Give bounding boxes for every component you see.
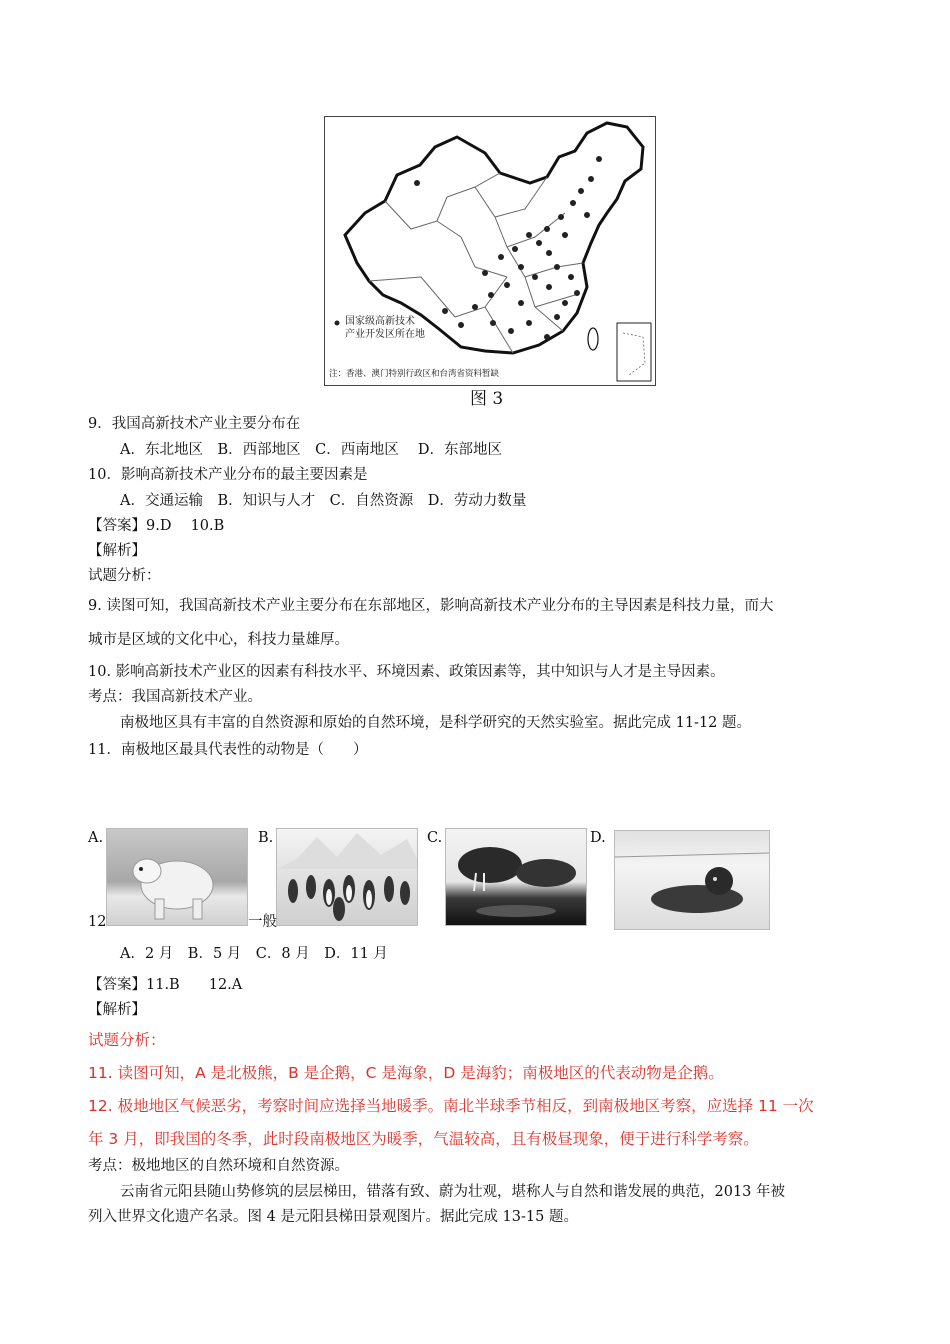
polar-bear-photo [106, 828, 248, 926]
explanation-12-line1: 12. 极地地区气候恶劣，考察时间应选择当地暖季。南北半球季节相反，到南极地区考察，应选择 11 一次 [88, 1097, 814, 1115]
question-11-stem: 11．南极地区最具代表性的动物是（ ） [88, 742, 368, 758]
option-c-label: C. [427, 830, 443, 846]
china-map-svg [325, 117, 655, 385]
walrus-icon [446, 829, 586, 925]
question-12-fragment: 12 [88, 914, 107, 930]
yunnan-intro-line1: 云南省元阳县随山势修筑的层层梯田，错落有致、蔚为壮观，堪称人与自然和谐发展的典范，2013 年被 [120, 1184, 786, 1200]
explanation-9-line2: 城市是区域的文化中心，科技力量雄厚。 [88, 632, 349, 648]
option-b-label: B. [258, 830, 274, 846]
question-10-stem: 10．影响高新技术产业分布的最主要因素是 [88, 467, 368, 483]
explanation-12-line2: 年 3 月，即我国的冬季，此时段南极地区为暖季，气温较高，且有极昼现象，便于进行科学考察。 [88, 1130, 759, 1148]
question-9-options: A．东北地区 B．西部地区 C．西南地区 D．东部地区 [120, 442, 502, 458]
kaodian-1: 考点：我国高新技术产业。 [88, 689, 262, 705]
penguin-photo [276, 828, 418, 926]
option-a-label: A. [88, 830, 104, 846]
polar-bear-icon [107, 829, 247, 925]
analysis-intro-1: 试题分析： [88, 568, 161, 584]
question-12-options: A．2 月 B．5 月 C．8 月 D．11 月 [120, 946, 388, 962]
explanation-9-line1: 9. 读图可知，我国高新技术产业主要分布在东部地区，影响高新技术产业分布的主导因素是科技力量，而大 [88, 598, 774, 614]
answer-9-10: 【答案】9.D 10.B [88, 518, 225, 534]
map-note: 注：香港、澳门特别行政区和台湾省资料暂缺 [329, 369, 500, 379]
analysis-intro-2: 试题分析： [88, 1031, 166, 1049]
seal-icon [615, 831, 769, 929]
kaodian-2: 考点：极地地区的自然环境和自然资源。 [88, 1158, 349, 1174]
question-12-fragment-mid: 一般 [248, 914, 277, 930]
explanation-11: 11. 读图可知，A 是北极熊，B 是企鹅，C 是海象，D 是海豹；南极地区的代表动物是企鹅。 [88, 1064, 724, 1082]
analysis-label-1: 【解析】 [88, 543, 146, 559]
china-map-figure [324, 116, 656, 386]
explanation-10: 10. 影响高新技术产业区的因素有科技水平、环境因素、政策因素等，其中知识与人才是主导因素。 [88, 664, 725, 680]
yunnan-intro-line2: 列入世界文化遗产名录。图 4 是元阳县梯田景观图片。据此完成 13-15 题。 [88, 1209, 578, 1225]
seal-photo [614, 830, 770, 930]
map-legend-line2: 产业开发区所在地 [345, 329, 425, 340]
question-9-stem: 9．我国高新技术产业主要分布在 [88, 416, 301, 432]
antarctic-intro: 南极地区具有丰富的自然资源和原始的自然环境，是科学研究的天然实验室。据此完成 11-12 题。 [120, 715, 752, 731]
map-legend [345, 315, 425, 341]
walrus-photo [445, 828, 587, 926]
question-10-options: A．交通运输 B．知识与人才 C．自然资源 D．劳动力数量 [120, 493, 527, 509]
analysis-label-2: 【解析】 [88, 1002, 146, 1018]
figure-caption: 图 3 [470, 389, 504, 409]
legend-dot-icon [335, 321, 340, 326]
map-legend-line1: 国家级高新技术 [345, 316, 415, 327]
answer-11-12: 【答案】11.B 12.A [88, 977, 243, 993]
penguin-icon [277, 829, 417, 925]
option-d-label: D. [590, 830, 606, 846]
